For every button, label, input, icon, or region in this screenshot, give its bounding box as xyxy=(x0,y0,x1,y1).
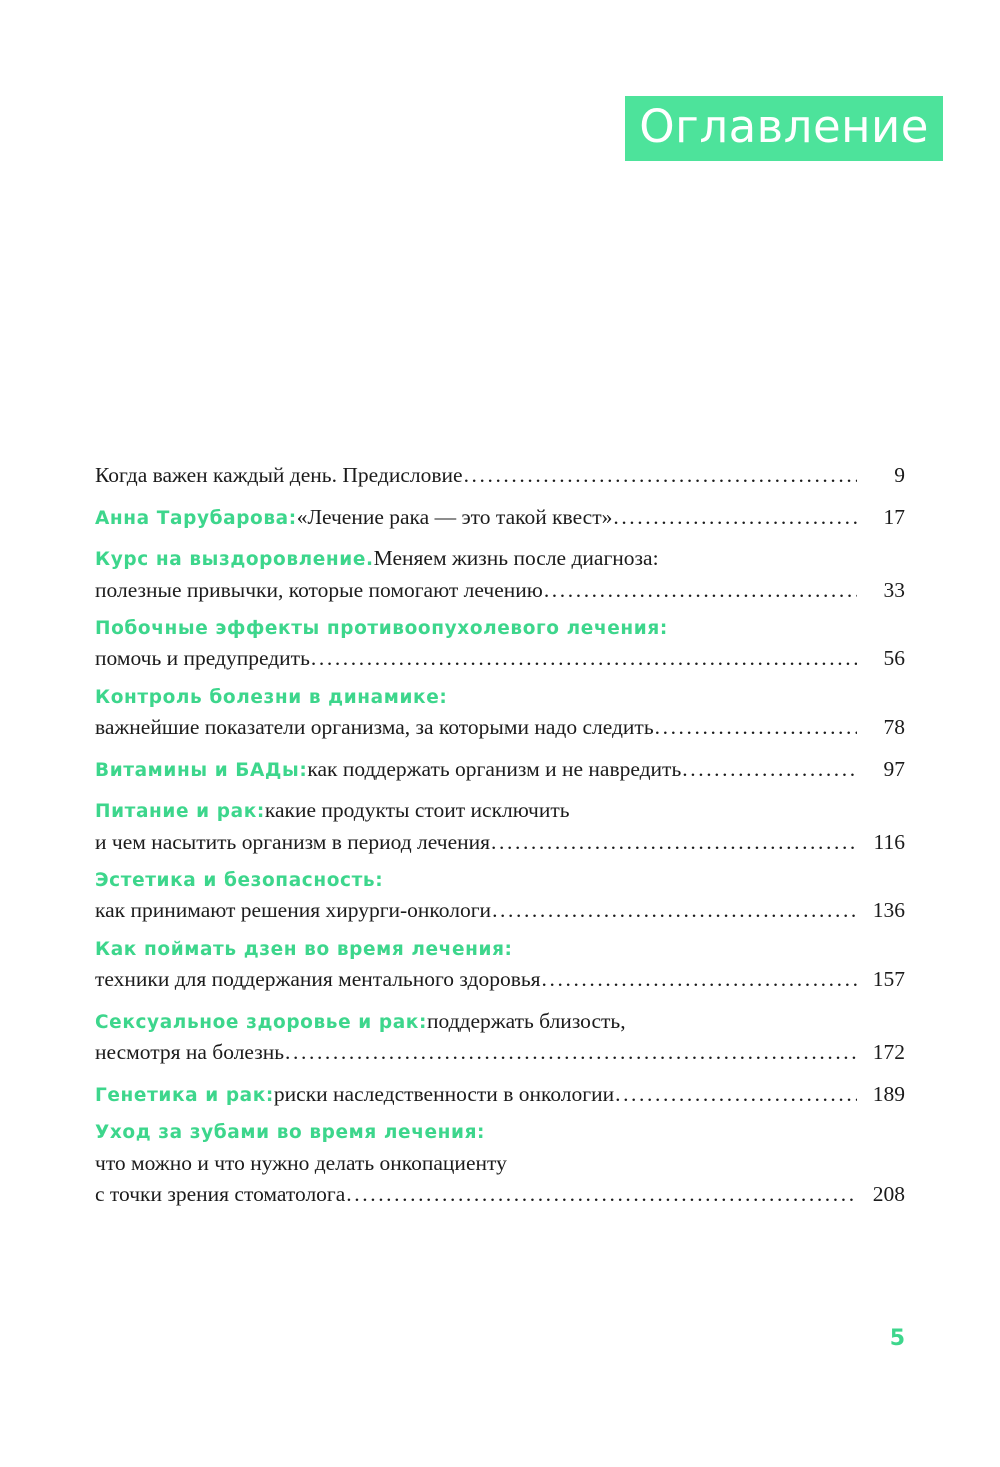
toc-leader-dots xyxy=(544,575,857,606)
toc-entry-line xyxy=(95,1079,905,1110)
toc-entry-lead: Генетика и рак: xyxy=(95,1084,274,1106)
toc-entry-lead: Питание и рак: xyxy=(95,801,265,823)
toc-entry-line xyxy=(95,575,905,606)
toc-page-number: 56 xyxy=(883,646,905,671)
toc-entry[interactable] xyxy=(95,1006,905,1068)
table-of-contents xyxy=(95,460,905,1221)
toc-entry-title: какие продукты стоит исключить xyxy=(264,798,570,823)
toc-entry[interactable] xyxy=(95,502,905,533)
toc-entry-lead: Витамины и БАДы: xyxy=(95,759,308,781)
toc-entry-title: Меняем жизнь после диагноза: xyxy=(373,546,659,571)
toc-leader-dots xyxy=(464,460,857,491)
toc-leader-dots xyxy=(655,712,857,743)
toc-entry-line xyxy=(95,795,905,826)
toc-page-number: 157 xyxy=(872,967,905,992)
toc-page-number: 136 xyxy=(872,898,905,923)
toc-leader-dots xyxy=(311,643,857,674)
toc-leader-dots xyxy=(492,895,857,926)
toc-leader-dots xyxy=(285,1037,857,1068)
toc-entry-title: Когда важен каждый день. Предисловие xyxy=(95,463,463,487)
toc-entry[interactable] xyxy=(95,754,905,785)
toc-entry-title: как принимают решения хирурги-онкологи xyxy=(95,898,492,923)
toc-entry-line xyxy=(95,754,905,785)
toc-entry-lead: Контроль болезни в динамике: xyxy=(95,686,448,708)
toc-entry-line xyxy=(95,616,905,642)
toc-entry[interactable] xyxy=(95,1120,905,1209)
toc-entry-lead: Уход за зубами во время лечения: xyxy=(95,1122,486,1144)
toc-entry[interactable] xyxy=(95,685,905,743)
toc-page-number: 9 xyxy=(894,463,905,487)
toc-entry-lead: Эстетика и безопасность: xyxy=(95,870,384,892)
toc-leader-dots xyxy=(613,502,857,533)
toc-entry-title: как поддержать организм и не навредить xyxy=(307,756,682,781)
toc-entry-title: «Лечение рака — это такой квест» xyxy=(296,504,613,529)
toc-entry-title: что можно и что нужно делать онкопациенту xyxy=(95,1150,507,1175)
toc-entry-lead: Побочные эффекты противоопухолевого лечения: xyxy=(95,618,668,640)
folio-page-number: 5 xyxy=(889,1326,905,1351)
toc-entry-lead: Анна Тарубарова: xyxy=(95,507,297,529)
toc-page-number: 78 xyxy=(883,715,905,740)
toc-entry-line xyxy=(95,643,905,674)
toc-entry-lead: Курс на выздоровление. xyxy=(95,549,374,571)
page-title: Оглавление xyxy=(625,96,943,161)
toc-page-number: 116 xyxy=(873,829,905,854)
toc-leader-dots xyxy=(491,827,857,858)
toc-entry-line xyxy=(95,827,905,858)
toc-entry-title: риски наследственности в онкологии xyxy=(273,1081,615,1106)
toc-page-number: 97 xyxy=(883,756,905,781)
toc-entry-title: поддержать близость, xyxy=(426,1008,626,1033)
toc-entry-line xyxy=(95,685,905,711)
toc-entry-lead: Сексуальное здоровье и рак: xyxy=(95,1011,427,1033)
toc-entry-line xyxy=(95,964,905,995)
toc-entry-title: полезные привычки, которые помогают лечению xyxy=(95,577,543,602)
toc-entry-line xyxy=(95,1120,905,1146)
toc-entry-title: с точки зрения стоматолога xyxy=(95,1182,346,1207)
toc-leader-dots xyxy=(615,1079,857,1110)
toc-entry[interactable] xyxy=(95,937,905,995)
toc-entry[interactable] xyxy=(95,616,905,674)
toc-entry[interactable] xyxy=(95,460,905,491)
toc-entry-title: несмотря на болезнь xyxy=(95,1040,285,1065)
toc-entry-title: важнейшие показатели организма, за которыми надо следить xyxy=(95,715,654,740)
toc-entry[interactable] xyxy=(95,795,905,857)
toc-entry-line xyxy=(95,895,905,926)
toc-entry-title: техники для поддержания ментального здоровья xyxy=(95,967,541,992)
page-title-wrap xyxy=(625,96,943,161)
toc-entry-title: помочь и предупредить xyxy=(95,646,310,671)
toc-entry-line xyxy=(95,460,905,491)
toc-entry-line xyxy=(95,1037,905,1068)
toc-page-number: 33 xyxy=(883,577,905,602)
toc-entry-title: и чем насытить организм в период лечения xyxy=(95,829,491,854)
toc-page-number: 189 xyxy=(872,1081,905,1106)
toc-entry[interactable] xyxy=(95,868,905,926)
toc-entry-line xyxy=(95,543,905,574)
toc-page-number: 172 xyxy=(872,1040,905,1065)
toc-entry[interactable] xyxy=(95,1079,905,1110)
toc-page-number: 17 xyxy=(883,504,905,529)
toc-page-number: 208 xyxy=(872,1182,905,1207)
toc-entry-line xyxy=(95,937,905,963)
toc-entry-lead: Как поймать дзен во время лечения: xyxy=(95,938,513,960)
toc-entry-line xyxy=(95,712,905,743)
toc-entry-line xyxy=(95,502,905,533)
toc-leader-dots xyxy=(682,754,857,785)
toc-leader-dots xyxy=(346,1179,857,1210)
toc-entry-line xyxy=(95,1006,905,1037)
toc-entry-line xyxy=(95,1179,905,1210)
toc-entry[interactable] xyxy=(95,543,905,605)
toc-leader-dots xyxy=(542,964,857,995)
toc-entry-line xyxy=(95,1148,905,1179)
toc-entry-line xyxy=(95,868,905,894)
